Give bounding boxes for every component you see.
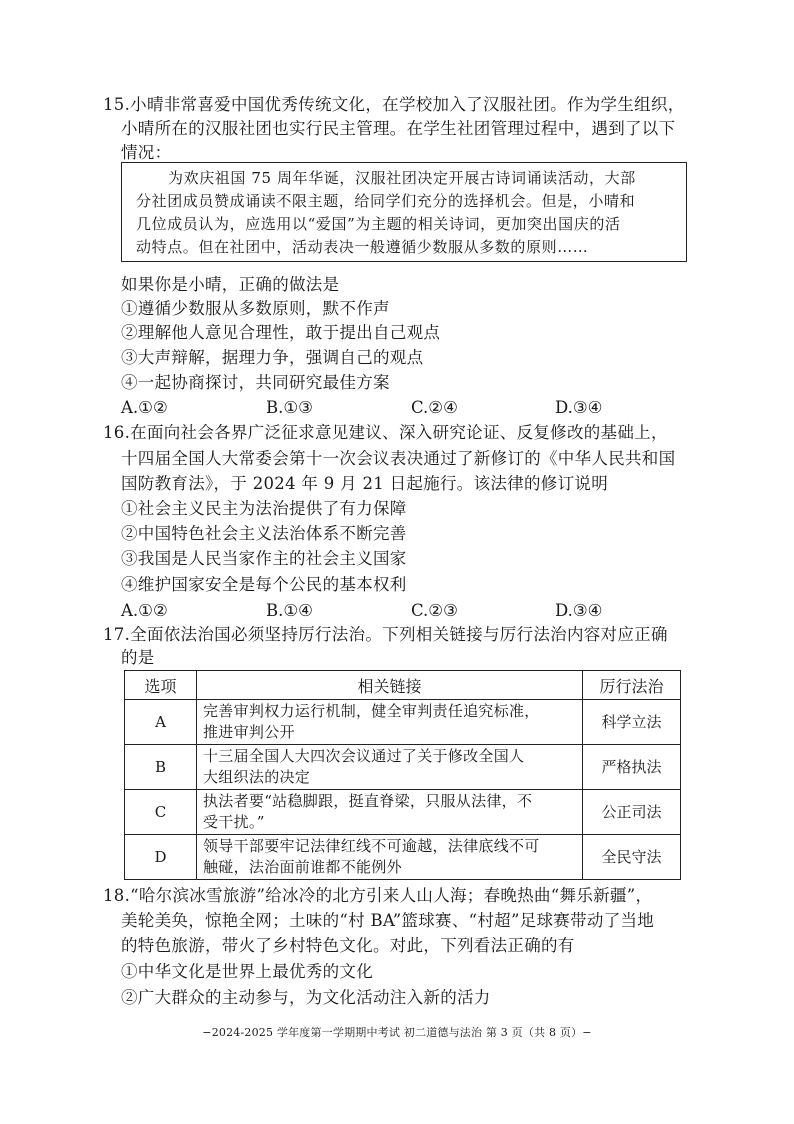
header-principle: 厉行法治 — [583, 671, 681, 700]
q15-statement-1: ①遵循少数服从多数原则，默不作声 — [121, 299, 390, 318]
row-c-principle: 公正司法 — [583, 790, 681, 835]
q16-stem-line-2: 十四届全国人大常委会第十一次会议表决通过了新修订的《中华人民共和国 — [121, 449, 676, 468]
q18-statement-1: ①中华文化是世界上最优秀的文化 — [121, 962, 373, 981]
row-c-option: C — [125, 790, 197, 835]
table-row — [125, 745, 681, 790]
page-footer: −2024-2025 学年度第一学期期中考试 初二道德与法治 第 3 页（共 8 页）− — [202, 1026, 592, 1039]
q18-stem-line-2: 美轮美奂，惊艳全网；土味的“村 BA”篮球赛、“村超”足球赛带动了当地 — [121, 911, 655, 930]
q16-stem-line-3: 国防教育法》，于 2024 年 9 月 21 日起施行。该法律的修订说明 — [121, 474, 609, 493]
q15-stem-line-3: 情况： — [121, 143, 172, 162]
q15-statement-2: ②理解他人意见合理性，敢于提出自己观点 — [121, 323, 441, 342]
q15-box-line-4: 动特点。但在社团中，活动表决一般遵循少数服从多数的原则…… — [136, 238, 589, 256]
row-d-link-line-1: 领导干部要牢记法律红线不可逾越，法律底线不可 — [203, 837, 540, 855]
q17-stem-line-1: 17.全面依法治国必须坚持厉行法治。下列相关链接与厉行法治内容对应正确 — [103, 625, 668, 644]
row-c-link-line-2: 受干扰。” — [203, 813, 265, 831]
row-d-option: D — [125, 835, 197, 880]
table-row — [125, 790, 681, 835]
row-d-principle: 全民守法 — [583, 835, 681, 880]
row-b-link-line-2: 大组织法的决定 — [203, 768, 311, 786]
row-a-principle: 科学立法 — [583, 700, 681, 745]
row-a-link-line-2: 推进审判公开 — [203, 723, 295, 741]
q16-option-a[interactable]: A.①② — [121, 601, 168, 620]
q15-prompt: 如果你是小晴，正确的做法是 — [121, 275, 340, 294]
q15-box-line-1: 为欢庆祖国 75 周年华诞，汉服社团决定开展古诗词诵读活动，大部 — [168, 169, 636, 187]
q15-option-b[interactable]: B.①③ — [266, 398, 313, 417]
row-b-link-line-1: 十三届全国人大四次会议通过了关于修改全国人 — [203, 747, 525, 765]
q15-stem-line-1: 15.小晴非常喜爱中国优秀传统文化，在学校加入了汉服社团。作为学生组织， — [103, 95, 685, 114]
row-b-link — [197, 745, 583, 790]
row-a-link — [197, 700, 583, 745]
header-link: 相关链接 — [197, 671, 583, 700]
table-header-row — [125, 671, 681, 700]
q15-option-c[interactable]: C.②④ — [411, 398, 458, 417]
q15-option-a[interactable]: A.①② — [121, 398, 168, 417]
q16-option-c[interactable]: C.②③ — [411, 601, 458, 620]
q15-statement-3: ③大声辩解，据理力争，强调自己的观点 — [121, 348, 424, 367]
q16-option-b[interactable]: B.①④ — [266, 601, 313, 620]
q17-table — [124, 670, 681, 880]
q15-option-d[interactable]: D.③④ — [555, 398, 603, 417]
table-row — [125, 700, 681, 745]
row-b-option: B — [125, 745, 197, 790]
row-a-link-line-1: 完善审判权力运行机制，健全审判责任追究标准， — [203, 702, 540, 720]
q18-stem-line-1: 18.“哈尔滨冰雪旅游”给冰冷的北方引来人山人海；春晚热曲“舞乐新疆”， — [103, 886, 653, 905]
q15-statement-4: ④一起协商探讨，共同研究最佳方案 — [121, 373, 390, 392]
q17-stem-line-2: 的是 — [121, 648, 155, 667]
row-a-option: A — [125, 700, 197, 745]
q18-stem-line-3: 的特色旅游，带火了乡村特色文化。对此，下列看法正确的有 — [121, 936, 575, 955]
table-row — [125, 835, 681, 880]
q15-box-line-3: 几位成员认为，应选用以“爱国”为主题的相关诗词，更加突出国庆的活 — [136, 215, 621, 233]
header-option: 选项 — [125, 671, 197, 700]
row-c-link-line-1: 执法者要“站稳脚跟，挺直脊梁，只服从法律，不 — [203, 792, 533, 810]
q16-statement-2: ②中国特色社会主义法治体系不断完善 — [121, 524, 407, 543]
q15-stem-line-2: 小晴所在的汉服社团也实行民主管理。在学生社团管理过程中，遇到了以下 — [121, 119, 676, 138]
row-c-link — [197, 790, 583, 835]
q16-statement-4: ④维护国家安全是每个公民的基本权利 — [121, 575, 407, 594]
q15-box-line-2: 分社团成员赞成诵读不限主题，给同学们充分的选择机会。但是，小晴和 — [136, 192, 636, 210]
q15-scenario-box — [121, 162, 687, 262]
q16-statement-3: ③我国是人民当家作主的社会主义国家 — [121, 549, 407, 568]
q18-statement-2: ②广大群众的主动参与，为文化活动注入新的活力 — [121, 988, 491, 1007]
row-d-link — [197, 835, 583, 880]
q16-statement-1: ①社会主义民主为法治提供了有力保障 — [121, 499, 407, 518]
q16-option-d[interactable]: D.③④ — [555, 601, 603, 620]
q16-stem-line-1: 16.在面向社会各界广泛征求意见建议、深入研究论证、反复修改的基础上， — [103, 423, 668, 442]
row-b-principle: 严格执法 — [583, 745, 681, 790]
row-d-link-line-2: 触碰，法治面前谁都不能例外 — [203, 858, 402, 876]
